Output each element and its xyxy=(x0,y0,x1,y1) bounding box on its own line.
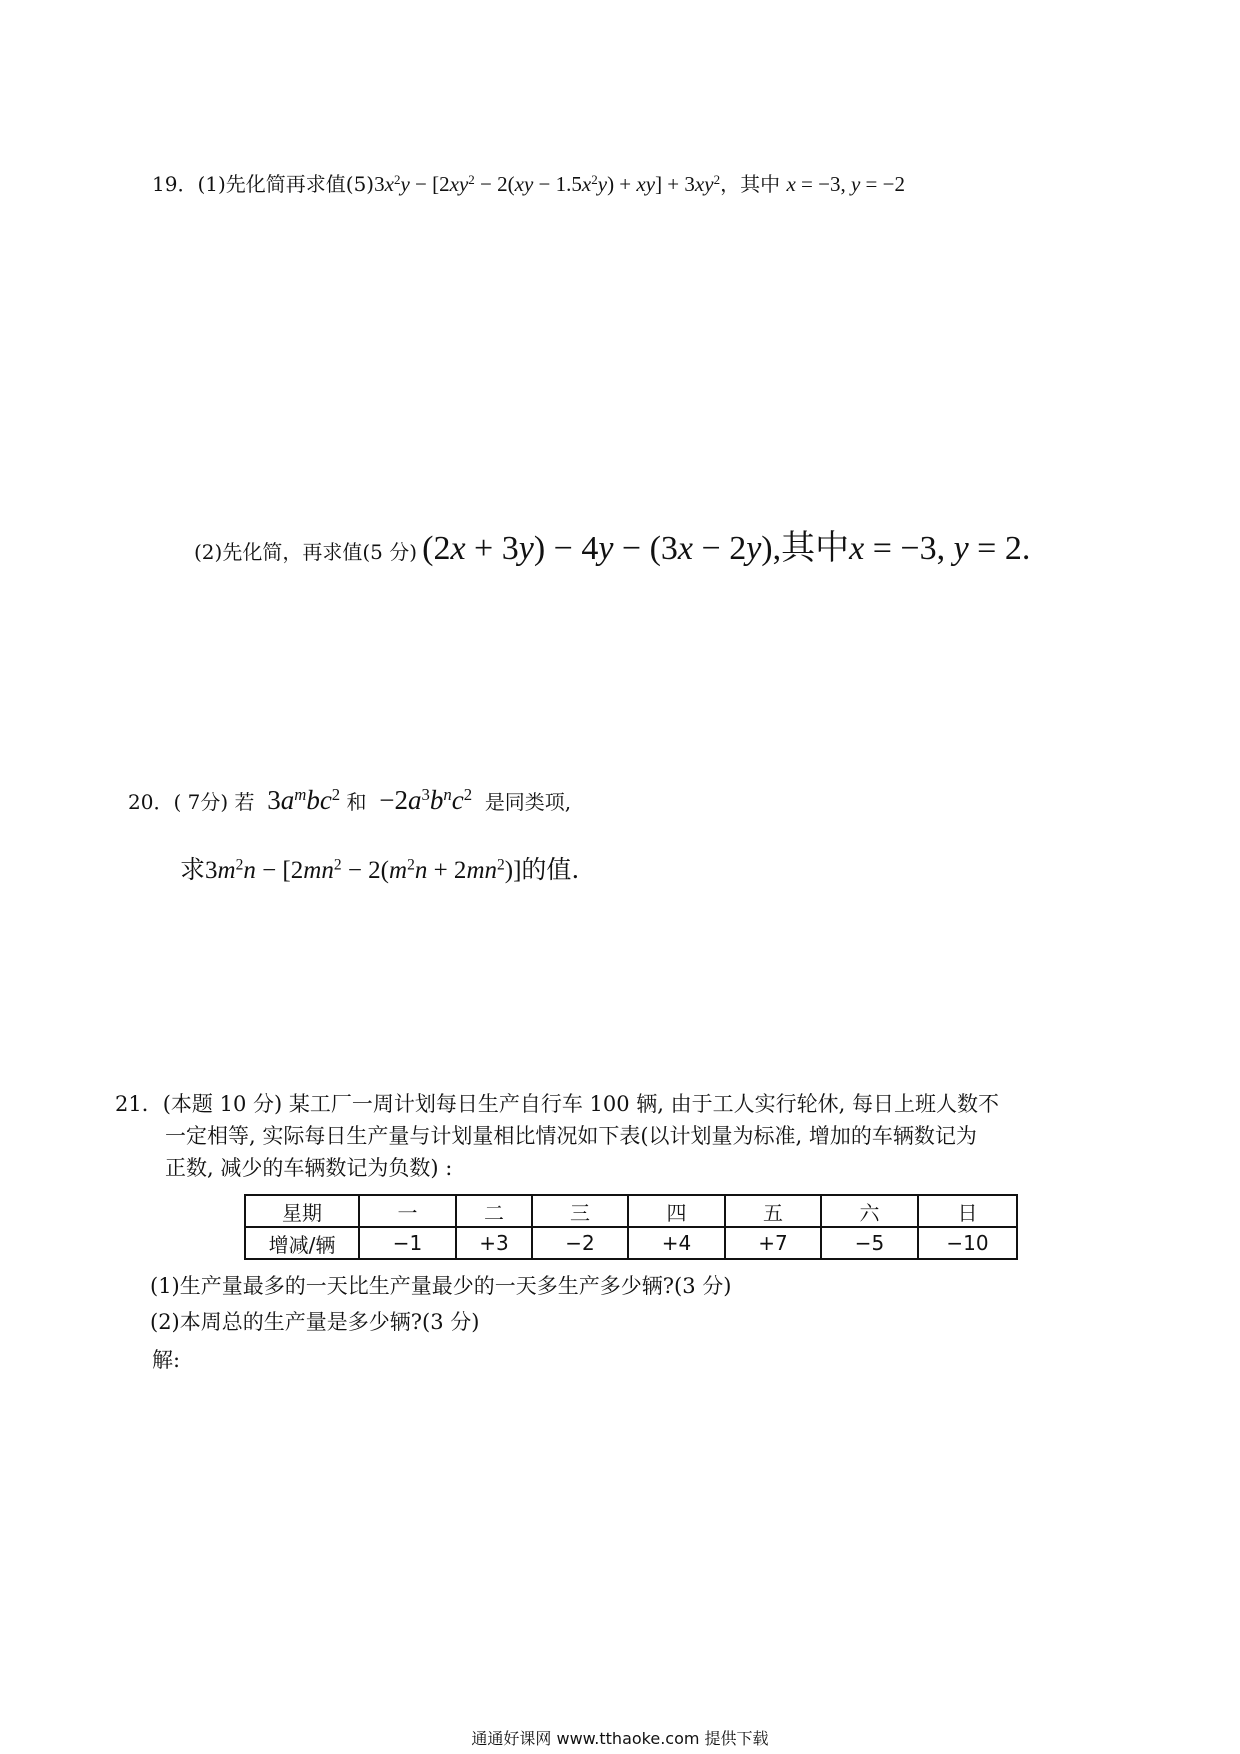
table-cell: 日 xyxy=(918,1195,1017,1227)
table-cell: 四 xyxy=(628,1195,725,1227)
table-cell: −5 xyxy=(821,1227,918,1259)
problem-21-line-3: 正数, 减少的车辆数记为负数) : xyxy=(165,1156,453,1180)
word-de-zhi: 的值. xyxy=(521,855,580,884)
table-cell: +7 xyxy=(725,1227,821,1259)
problem-21-sub-1: (1)生产量最多的一天比生产量最少的一天多生产多少辆?(3 分) xyxy=(150,1274,732,1298)
answer-label: 解: xyxy=(152,1348,181,1372)
term-1: $3a^mbc^2$ xyxy=(267,784,341,815)
table-cell: +3 xyxy=(456,1227,532,1259)
table-cell: +4 xyxy=(628,1227,725,1259)
problem-19-part-1-label: 19．(1)先化简再求值(5) xyxy=(152,172,375,196)
expression-19-2: (2x + 3y) − 4y − (3x − 2y), xyxy=(422,530,782,567)
table-row xyxy=(245,1227,1017,1259)
problem-19-part-2-label: (2)先化简，再求值(5 分) xyxy=(194,540,418,564)
expression-20: $3m^2n - [2mn^2 - 2(m^2n + 2mn^2)]$ xyxy=(205,856,522,884)
expression-19-1: $3x^2y - [2xy^2 - 2(xy - 1.5x^2y) + xy] + 3xy^2$ xyxy=(374,171,721,196)
condition-19-1-text: ，其中 xyxy=(720,172,787,196)
condition-19-2-text: 其中 xyxy=(781,528,850,568)
problem-20-tail: 是同类项, xyxy=(484,790,572,814)
problem-20-ask xyxy=(180,850,579,886)
table-cell: 五 xyxy=(725,1195,821,1227)
problem-21-line-2: 一定相等, 实际每日生产量与计划量相比情况如下表(以计划量为标准, 增加的车辆数记为 xyxy=(165,1124,977,1148)
term-2: $-2a^3b^nc^2$ xyxy=(379,784,473,815)
problem-19-part-1 xyxy=(152,168,905,197)
problem-19-part-2 xyxy=(194,520,1030,569)
production-table xyxy=(244,1194,1018,1260)
problem-20 xyxy=(128,785,571,816)
table-cell: 星期 xyxy=(245,1195,359,1227)
word-qiu: 求 xyxy=(180,855,206,884)
table-cell: 一 xyxy=(359,1195,456,1227)
table-cell: 增减/辆 xyxy=(245,1227,359,1259)
word-he: 和 xyxy=(346,790,367,814)
table-cell: 六 xyxy=(821,1195,918,1227)
table-cell: −1 xyxy=(359,1227,456,1259)
table-cell: 三 xyxy=(532,1195,628,1227)
page-footer: 通通好课网 www.tthaoke.com 提供下载 xyxy=(471,1729,769,1748)
values-19-2: x = −3, y = 2. xyxy=(849,530,1031,567)
table-cell: −2 xyxy=(532,1227,628,1259)
problem-21-line-1: 21．(本题 10 分) 某工厂一周计划每日生产自行车 100 辆, 由于工人实行轮休, 每日上班人数不 xyxy=(115,1092,999,1116)
values-19-1: x = −3, y = −2 xyxy=(786,172,905,196)
table-cell: −10 xyxy=(918,1227,1017,1259)
problem-21 xyxy=(115,1088,1155,1184)
problem-20-label: 20．( 7分) 若 xyxy=(128,790,255,814)
problem-21-sub-2: (2)本周总的生产量是多少辆?(3 分) xyxy=(150,1310,480,1334)
table-header-row xyxy=(245,1195,1017,1227)
table-cell: 二 xyxy=(456,1195,532,1227)
